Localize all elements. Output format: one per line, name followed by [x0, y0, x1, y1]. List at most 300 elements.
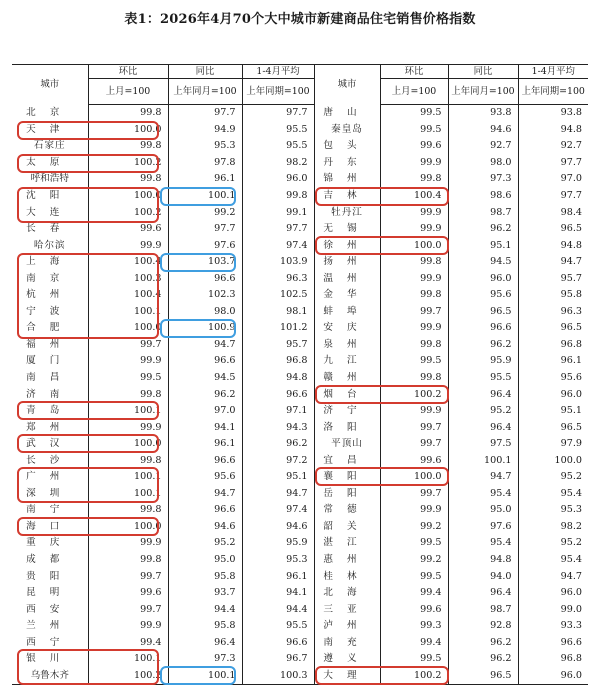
right-yoy-cell: 100.1 [448, 452, 518, 469]
right-mom-cell: 100.2 [380, 668, 448, 685]
left-avg-cell: 94.3 [242, 419, 314, 436]
left-mom-cell: 99.8 [88, 386, 168, 403]
left-mom-cell: 99.7 [88, 601, 168, 618]
left-avg-cell: 99.1 [242, 204, 314, 221]
left-avg-cell: 94.6 [242, 519, 314, 536]
right-avg-cell: 95.4 [518, 486, 588, 503]
table-row [12, 320, 588, 337]
right-mom-cell: 99.7 [380, 304, 448, 321]
left-yoy-cell: 94.7 [168, 337, 242, 354]
left-yoy-cell: 100.1 [168, 188, 242, 205]
left-avg-cell: 96.7 [242, 651, 314, 668]
left-yoy-cell: 96.4 [168, 635, 242, 652]
left-avg-cell: 97.4 [242, 502, 314, 519]
right-mom-cell: 99.9 [380, 270, 448, 287]
city-header-left: 城市 [12, 65, 88, 105]
right-city-cell: 唐山 [314, 105, 380, 122]
left-avg-cell: 103.9 [242, 254, 314, 271]
right-yoy-cell: 98.6 [448, 188, 518, 205]
left-mom-cell: 100.1 [88, 486, 168, 503]
table-row [12, 601, 588, 618]
right-mom-cell: 99.5 [380, 651, 448, 668]
right-avg-cell: 95.2 [518, 469, 588, 486]
left-yoy-cell: 96.6 [168, 353, 242, 370]
right-mom-cell: 99.8 [380, 171, 448, 188]
right-avg-cell: 94.8 [518, 237, 588, 254]
left-city-cell: 福州 [26, 338, 74, 350]
left-avg-cell: 94.8 [242, 370, 314, 387]
right-yoy-cell: 96.2 [448, 635, 518, 652]
right-avg-cell: 100.0 [518, 452, 588, 469]
left-avg-cell: 97.1 [242, 403, 314, 420]
table-row [12, 122, 588, 139]
right-yoy-cell: 98.0 [448, 155, 518, 172]
right-mom-cell: 99.6 [380, 601, 448, 618]
left-city-cell: 沈阳 [26, 190, 74, 201]
right-city-cell: 泉州 [314, 337, 380, 354]
right-yoy-cell: 96.4 [448, 419, 518, 436]
left-city-cell: 武汉 [26, 438, 74, 450]
right-mom-cell: 99.9 [380, 403, 448, 420]
left-yoy-cell: 96.1 [168, 171, 242, 188]
header-mom-left: 环比 [88, 65, 168, 79]
left-mom-cell: 100.1 [88, 304, 168, 321]
right-city-cell: 岳阳 [314, 486, 380, 503]
right-avg-cell: 95.4 [518, 552, 588, 569]
right-yoy-cell: 92.8 [448, 618, 518, 635]
left-avg-cell: 101.2 [242, 320, 314, 337]
left-avg-cell: 96.6 [242, 635, 314, 652]
left-yoy-cell: 94.5 [168, 370, 242, 387]
left-yoy-cell: 95.3 [168, 138, 242, 155]
right-mom-cell: 99.2 [380, 519, 448, 536]
right-avg-cell: 97.7 [518, 188, 588, 205]
left-city-cell: 贵阳 [26, 570, 74, 582]
right-avg-cell: 95.2 [518, 535, 588, 552]
left-yoy-cell: 94.4 [168, 601, 242, 618]
right-avg-cell: 96.3 [518, 304, 588, 321]
right-mom-cell: 99.6 [380, 138, 448, 155]
right-city-cell: 锦州 [314, 171, 380, 188]
right-city-cell: 遵义 [314, 651, 380, 668]
right-yoy-cell: 94.6 [448, 122, 518, 139]
left-mom-cell: 100.2 [88, 204, 168, 221]
header-yoy-left: 同比 [168, 65, 242, 79]
right-mom-cell: 99.2 [380, 552, 448, 569]
left-avg-cell: 102.5 [242, 287, 314, 304]
left-mom-cell: 100.0 [88, 519, 168, 536]
left-avg-cell: 96.6 [242, 386, 314, 403]
right-city-cell: 韶关 [314, 519, 380, 536]
right-mom-cell: 99.5 [380, 535, 448, 552]
table-row [12, 254, 588, 271]
left-city-cell: 西安 [26, 603, 74, 615]
right-mom-cell: 99.9 [380, 221, 448, 238]
right-yoy-cell: 97.5 [448, 436, 518, 453]
right-yoy-cell: 94.7 [448, 469, 518, 486]
right-city-cell: 安庆 [314, 320, 380, 337]
right-yoy-cell: 96.4 [448, 386, 518, 403]
table-row [12, 585, 588, 602]
left-mom-cell: 99.6 [88, 585, 168, 602]
right-avg-cell: 99.0 [518, 601, 588, 618]
right-city-cell: 九江 [314, 353, 380, 370]
right-yoy-cell: 95.1 [448, 237, 518, 254]
right-avg-cell: 95.8 [518, 287, 588, 304]
right-avg-cell: 92.7 [518, 138, 588, 155]
table-row [12, 337, 588, 354]
right-mom-cell: 99.7 [380, 486, 448, 503]
right-avg-cell: 95.6 [518, 370, 588, 387]
table-row [12, 635, 588, 652]
right-yoy-cell: 98.7 [448, 204, 518, 221]
right-avg-cell: 93.8 [518, 105, 588, 122]
left-mom-cell: 100.1 [88, 403, 168, 420]
table-row [12, 651, 588, 668]
left-mom-cell: 100.0 [88, 188, 168, 205]
right-city-cell: 蚌埠 [314, 304, 380, 321]
table-row [12, 618, 588, 635]
left-mom-cell: 100.1 [88, 469, 168, 486]
left-avg-cell: 96.8 [242, 353, 314, 370]
left-yoy-cell: 97.8 [168, 155, 242, 172]
left-city-cell: 宁波 [26, 305, 74, 317]
left-city-cell: 海口 [26, 520, 74, 532]
right-mom-cell: 99.9 [380, 502, 448, 519]
left-city-cell: 合肥 [26, 322, 74, 334]
right-avg-cell: 95.3 [518, 502, 588, 519]
right-yoy-cell: 93.8 [448, 105, 518, 122]
left-avg-cell: 99.8 [242, 188, 314, 205]
left-city-cell: 深圳 [26, 487, 74, 499]
left-city-cell: 西宁 [26, 636, 74, 648]
table-row [12, 519, 588, 536]
city-header-right: 城市 [314, 65, 380, 105]
right-mom-cell: 99.5 [380, 105, 448, 122]
right-mom-cell: 99.5 [380, 568, 448, 585]
left-city-cell: 大连 [26, 206, 74, 218]
right-avg-cell: 96.1 [518, 353, 588, 370]
left-mom-cell: 100.1 [88, 651, 168, 668]
left-mom-cell: 99.9 [88, 353, 168, 370]
table-row [12, 436, 588, 453]
header-avg-right: 1-4月平均 [518, 65, 588, 79]
right-yoy-cell: 96.2 [448, 337, 518, 354]
right-city-cell: 宜昌 [314, 452, 380, 469]
left-avg-cell: 96.3 [242, 270, 314, 287]
left-city-cell: 长沙 [26, 454, 74, 466]
left-mom-cell: 100.4 [88, 287, 168, 304]
left-mom-cell: 99.8 [88, 105, 168, 122]
table-row [12, 535, 588, 552]
left-avg-cell: 98.1 [242, 304, 314, 321]
right-yoy-cell: 96.6 [448, 320, 518, 337]
left-yoy-cell: 97.7 [168, 221, 242, 238]
right-mom-cell: 99.8 [380, 254, 448, 271]
left-yoy-cell: 96.6 [168, 452, 242, 469]
right-city-cell: 徐州 [314, 237, 380, 254]
right-avg-cell: 98.4 [518, 204, 588, 221]
right-yoy-cell: 94.8 [448, 552, 518, 569]
left-yoy-cell: 94.9 [168, 122, 242, 139]
left-avg-cell: 95.1 [242, 469, 314, 486]
left-mom-cell: 99.9 [88, 419, 168, 436]
left-avg-cell: 94.1 [242, 585, 314, 602]
left-city-cell: 重庆 [26, 537, 74, 549]
left-avg-cell: 95.7 [242, 337, 314, 354]
subheader-avg-right: 上年同期=100 [518, 79, 588, 105]
subheader-mom-left: 上月=100 [88, 79, 168, 105]
left-city-cell: 长春 [26, 223, 74, 235]
right-city-cell: 桂林 [314, 568, 380, 585]
right-yoy-cell: 95.5 [448, 370, 518, 387]
left-mom-cell: 99.8 [88, 552, 168, 569]
left-city-cell: 杭州 [26, 289, 74, 301]
right-avg-cell: 96.5 [518, 419, 588, 436]
right-mom-cell: 99.8 [380, 370, 448, 387]
left-city-cell: 郑州 [26, 421, 74, 433]
right-avg-cell: 96.5 [518, 221, 588, 238]
left-mom-cell: 100.2 [88, 155, 168, 172]
right-avg-cell: 94.7 [518, 254, 588, 271]
left-city-cell: 哈尔滨 [33, 239, 66, 251]
table-row [12, 221, 588, 238]
left-city-cell: 青岛 [26, 405, 74, 417]
right-avg-cell: 96.8 [518, 651, 588, 668]
right-yoy-cell: 98.7 [448, 601, 518, 618]
table-row [12, 568, 588, 585]
table-row [12, 270, 588, 287]
right-yoy-cell: 96.4 [448, 585, 518, 602]
left-avg-cell: 98.2 [242, 155, 314, 172]
right-city-cell: 常德 [314, 502, 380, 519]
left-city-cell: 兰州 [26, 620, 74, 632]
left-avg-cell: 95.3 [242, 552, 314, 569]
table-row [12, 552, 588, 569]
right-yoy-cell: 94.0 [448, 568, 518, 585]
right-city-cell: 吉林 [314, 188, 380, 205]
left-city-cell: 太原 [26, 156, 74, 168]
table-row [12, 353, 588, 370]
left-yoy-cell: 93.7 [168, 585, 242, 602]
right-city-cell: 惠州 [314, 552, 380, 569]
right-yoy-cell: 96.0 [448, 270, 518, 287]
right-yoy-cell: 96.2 [448, 221, 518, 238]
right-avg-cell: 96.6 [518, 635, 588, 652]
right-city-cell: 洛阳 [314, 419, 380, 436]
left-mom-cell: 99.6 [88, 221, 168, 238]
subheader-mom-right: 上月=100 [380, 79, 448, 105]
table-row [12, 386, 588, 403]
left-city-cell: 石家庄 [33, 140, 66, 152]
table-row [12, 668, 588, 685]
table-row [12, 105, 588, 122]
right-avg-cell: 94.7 [518, 568, 588, 585]
right-avg-cell: 98.2 [518, 519, 588, 536]
page-title: 表1：2026年4月70个大中城市新建商品住宅销售价格指数 [124, 12, 476, 27]
right-avg-cell: 96.0 [518, 585, 588, 602]
right-yoy-cell: 96.5 [448, 668, 518, 685]
right-mom-cell: 99.3 [380, 618, 448, 635]
right-yoy-cell: 95.9 [448, 353, 518, 370]
header-avg-left: 1-4月平均 [242, 65, 314, 79]
right-city-cell: 三亚 [314, 601, 380, 618]
left-yoy-cell: 95.0 [168, 552, 242, 569]
right-avg-cell: 95.7 [518, 270, 588, 287]
left-mom-cell: 100.0 [88, 320, 168, 337]
right-mom-cell: 99.7 [380, 436, 448, 453]
left-yoy-cell: 98.0 [168, 304, 242, 321]
left-avg-cell: 95.5 [242, 122, 314, 139]
header-mom-right: 环比 [380, 65, 448, 79]
left-city-cell: 上海 [26, 256, 74, 268]
left-avg-cell: 97.2 [242, 452, 314, 469]
right-city-cell: 平顶山 [314, 436, 380, 453]
right-city-cell: 牡丹江 [314, 204, 380, 221]
right-city-cell: 无锡 [314, 221, 380, 238]
left-avg-cell: 96.2 [242, 436, 314, 453]
right-avg-cell: 97.9 [518, 436, 588, 453]
right-city-cell: 泸州 [314, 618, 380, 635]
right-yoy-cell: 95.0 [448, 502, 518, 519]
right-city-cell: 湛江 [314, 535, 380, 552]
left-yoy-cell: 97.3 [168, 651, 242, 668]
right-yoy-cell: 96.2 [448, 651, 518, 668]
right-avg-cell: 94.8 [518, 122, 588, 139]
right-yoy-cell: 92.7 [448, 138, 518, 155]
table-row [12, 304, 588, 321]
right-mom-cell: 99.4 [380, 585, 448, 602]
table-row [12, 403, 588, 420]
left-yoy-cell: 97.6 [168, 237, 242, 254]
table-row [12, 237, 588, 254]
right-city-cell: 扬州 [314, 254, 380, 271]
left-yoy-cell: 95.2 [168, 535, 242, 552]
left-yoy-cell: 97.0 [168, 403, 242, 420]
right-city-cell: 大理 [314, 668, 380, 685]
left-mom-cell: 100.0 [88, 436, 168, 453]
table-row [12, 138, 588, 155]
left-city-cell: 南京 [26, 272, 74, 284]
right-mom-cell: 100.0 [380, 237, 448, 254]
left-yoy-cell: 96.2 [168, 386, 242, 403]
left-city-cell: 银川 [26, 653, 74, 665]
table-row [12, 370, 588, 387]
right-mom-cell: 99.9 [380, 204, 448, 221]
left-yoy-cell: 94.7 [168, 486, 242, 503]
left-avg-cell: 100.3 [242, 668, 314, 685]
right-avg-cell: 96.0 [518, 668, 588, 685]
left-mom-cell: 100.0 [88, 122, 168, 139]
right-city-cell: 金华 [314, 287, 380, 304]
left-avg-cell: 94.7 [242, 486, 314, 503]
right-yoy-cell: 95.2 [448, 403, 518, 420]
right-avg-cell: 95.1 [518, 403, 588, 420]
left-city-cell: 天津 [26, 123, 74, 135]
left-yoy-cell: 94.1 [168, 419, 242, 436]
right-avg-cell: 96.5 [518, 320, 588, 337]
right-city-cell: 南充 [314, 635, 380, 652]
table-row [12, 188, 588, 205]
right-mom-cell: 99.7 [380, 419, 448, 436]
right-city-cell: 温州 [314, 270, 380, 287]
left-yoy-cell: 96.6 [168, 502, 242, 519]
right-yoy-cell: 97.6 [448, 519, 518, 536]
left-yoy-cell: 97.7 [168, 105, 242, 122]
left-city-cell: 呼和浩特 [30, 173, 69, 185]
left-yoy-cell: 96.1 [168, 436, 242, 453]
left-city-cell: 南昌 [26, 372, 74, 384]
right-yoy-cell: 94.5 [448, 254, 518, 271]
left-avg-cell: 94.4 [242, 601, 314, 618]
table-row [12, 502, 588, 519]
right-city-cell: 秦皇岛 [314, 122, 380, 139]
table-row [12, 171, 588, 188]
left-mom-cell: 99.8 [88, 171, 168, 188]
right-yoy-cell: 97.3 [448, 171, 518, 188]
left-yoy-cell: 103.7 [168, 254, 242, 271]
right-yoy-cell: 95.4 [448, 486, 518, 503]
right-yoy-cell: 95.4 [448, 535, 518, 552]
subheader-yoy-left: 上年同月=100 [168, 79, 242, 105]
left-mom-cell: 99.8 [88, 502, 168, 519]
left-mom-cell: 99.7 [88, 568, 168, 585]
right-avg-cell: 97.0 [518, 171, 588, 188]
right-city-cell: 北海 [314, 585, 380, 602]
left-city-cell: 乌鲁木齐 [12, 668, 88, 685]
left-city-cell: 昆明 [26, 587, 74, 599]
left-mom-cell: 99.9 [88, 237, 168, 254]
left-avg-cell: 97.7 [242, 221, 314, 238]
right-yoy-cell: 95.6 [448, 287, 518, 304]
right-mom-cell: 100.2 [380, 386, 448, 403]
right-mom-cell: 99.8 [380, 287, 448, 304]
table-row [12, 452, 588, 469]
left-mom-cell: 100.3 [88, 270, 168, 287]
left-yoy-cell: 94.6 [168, 519, 242, 536]
right-mom-cell: 99.4 [380, 635, 448, 652]
subheader-avg-left: 上年同期=100 [242, 79, 314, 105]
left-yoy-cell: 95.8 [168, 568, 242, 585]
left-mom-cell: 99.8 [88, 452, 168, 469]
right-mom-cell: 100.0 [380, 469, 448, 486]
right-mom-cell: 99.9 [380, 155, 448, 172]
left-avg-cell: 95.5 [242, 618, 314, 635]
left-avg-cell: 96.1 [242, 568, 314, 585]
left-mom-cell: 99.4 [88, 635, 168, 652]
right-avg-cell: 93.3 [518, 618, 588, 635]
right-mom-cell: 99.5 [380, 353, 448, 370]
left-avg-cell: 95.5 [242, 138, 314, 155]
table-row [12, 419, 588, 436]
price-index-table [12, 64, 588, 685]
left-mom-cell: 99.8 [88, 138, 168, 155]
left-mom-cell: 100.4 [88, 254, 168, 271]
right-city-cell: 襄阳 [314, 469, 380, 486]
left-city-cell: 广州 [26, 471, 74, 483]
left-city-cell: 北京 [26, 107, 74, 119]
right-avg-cell: 96.0 [518, 386, 588, 403]
right-mom-cell: 100.4 [380, 188, 448, 205]
right-city-cell: 丹东 [314, 155, 380, 172]
right-avg-cell: 97.7 [518, 155, 588, 172]
left-city-cell: 成都 [26, 554, 74, 566]
left-yoy-cell: 95.6 [168, 469, 242, 486]
table-row [12, 204, 588, 221]
right-city-cell: 赣州 [314, 370, 380, 387]
header-yoy-right: 同比 [448, 65, 518, 79]
left-yoy-cell: 100.1 [168, 668, 242, 685]
